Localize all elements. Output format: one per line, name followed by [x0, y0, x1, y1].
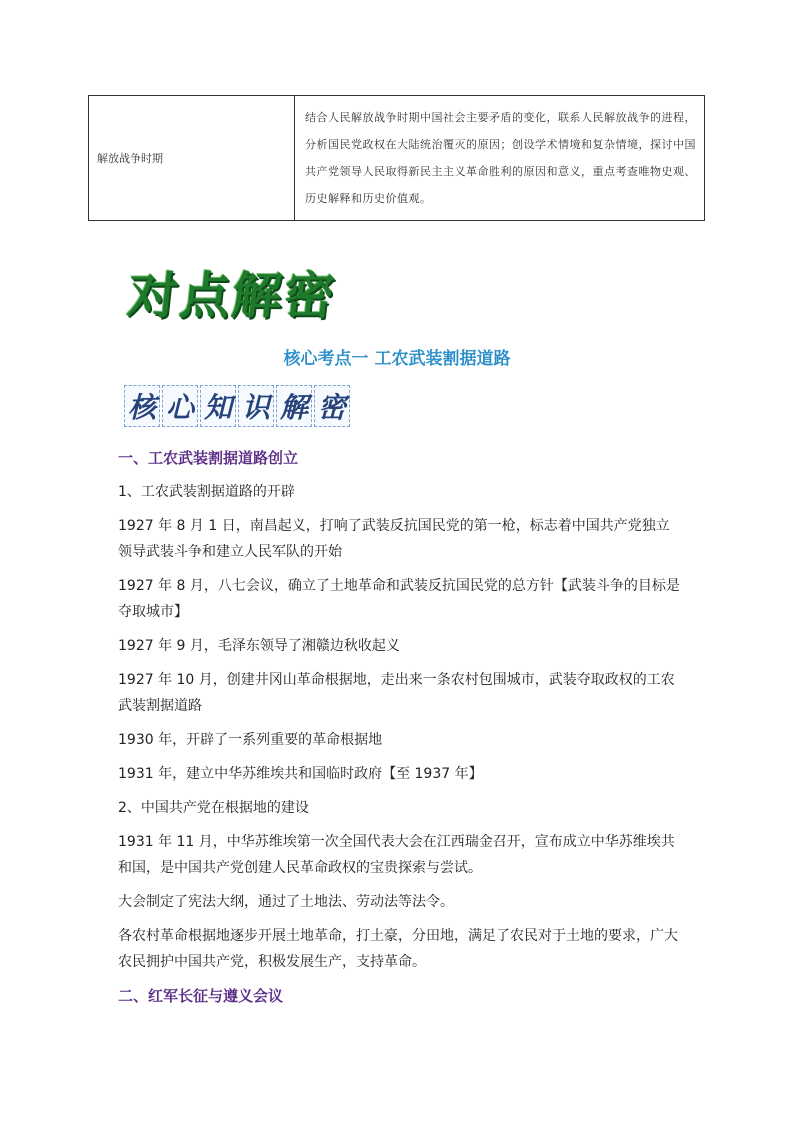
knowledge-stamp-banner: [124, 385, 350, 427]
scope-table: [88, 95, 705, 221]
paragraph: 1927 年 10 月，创建井冈山革命根据地，走出来一条农村包围城市，武装夺取政权的工农武装割据道路: [118, 672, 675, 714]
main-content: [118, 447, 683, 1017]
paragraph: 2、中国共产党在根据地的建设: [118, 800, 309, 816]
section-heading: 二、红军长征与遵义会议: [118, 987, 284, 1005]
core-point-title: 核心考点一 工农武装割据道路: [283, 349, 511, 369]
paragraph: 1930 年，开辟了一系列重要的革命根据地: [118, 732, 383, 748]
stamp-char: 解: [276, 385, 312, 427]
stamp-char: 核: [124, 385, 160, 427]
section-heading: 一、工农武装割据道路创立: [118, 449, 299, 467]
description-cell: 结合人民解放战争时期中国社会主要矛盾的变化，联系人民解放战争的进程，分析国民党政权在大陆统治覆灭的原因；创设学术情境和复杂情境，探讨中国共产党领导人民取得新民主主义革命胜利的原因和意义，重点考查唯物史观、历史解释和历史价值观。: [295, 96, 705, 221]
paragraph: 1927 年 8 月，八七会议，确立了土地革命和武装反抗国民党的总方针【武装斗争的目标是夺取城市】: [118, 578, 680, 620]
paragraph: 1927 年 8 月 1 日，南昌起义，打响了武装反抗国民党的第一枪，标志着中国共产党独立领导武装斗争和建立人民军队的开始: [118, 518, 670, 560]
paragraph: 1931 年，建立中华苏维埃共和国临时政府【至 1937 年】: [118, 766, 483, 782]
table-row: [89, 96, 705, 221]
period-cell: 解放战争时期: [89, 96, 295, 221]
paragraph: 1927 年 9 月，毛泽东领导了湘赣边秋收起义: [118, 638, 400, 654]
paragraph: 1、工农武装割据道路的开辟: [118, 484, 295, 500]
stamp-char: 知: [200, 385, 236, 427]
stamp-char: 心: [162, 385, 198, 427]
paragraph: 各农村革命根据地逐步开展土地革命，打土豪，分田地，满足了农民对于土地的要求，广大农民拥护中国共产党，积极发展生产，支持革命。: [118, 928, 678, 970]
stamp-char: 密: [314, 385, 350, 427]
paragraph: 大会制定了宪法大纲，通过了土地法、劳动法等法令。: [118, 894, 454, 910]
stamp-char: 识: [238, 385, 274, 427]
section-banner: 对点解密: [124, 267, 340, 325]
paragraph: 1931 年 11 月，中华苏维埃第一次全国代表大会在江西瑞金召开，宣布成立中华苏维埃共和国，是中国共产党创建人民革命政权的宝贵探索与尝试。: [118, 834, 675, 876]
